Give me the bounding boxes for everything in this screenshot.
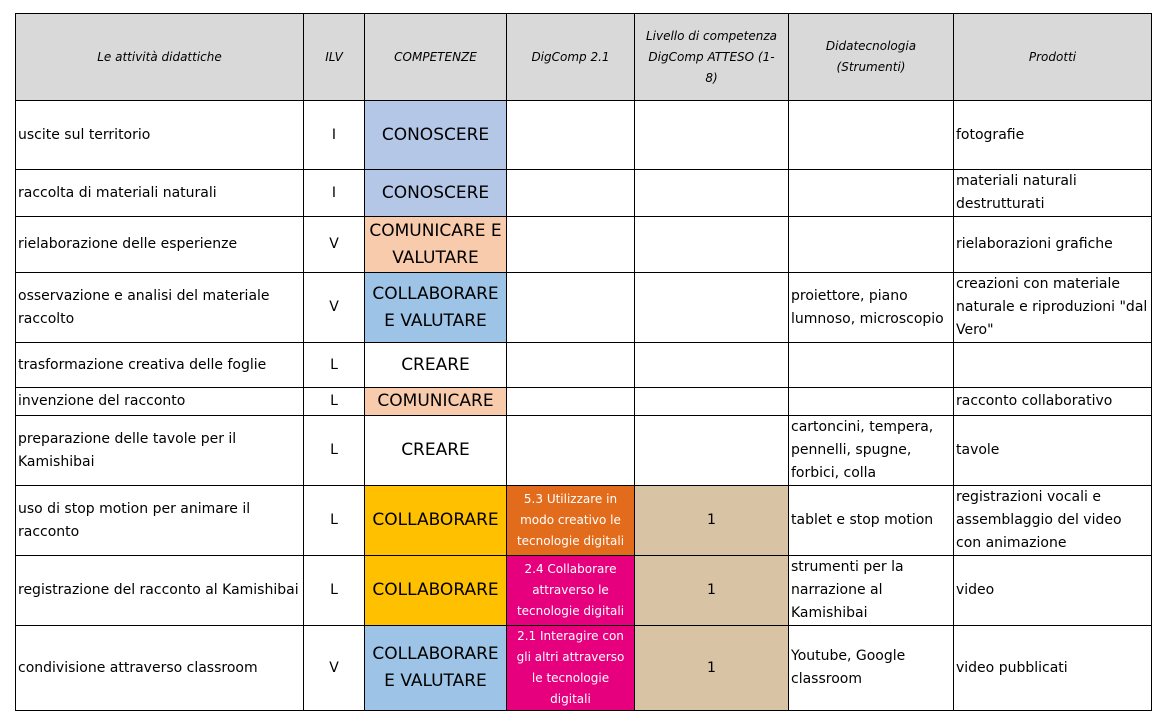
activity-cell: rielaborazione delle esperienze	[16, 217, 304, 273]
digcomp-cell: 5.3 Utilizzare in modo creativo le tecnologie digitali	[507, 486, 635, 556]
tools-cell	[789, 217, 954, 273]
header-digcomp: DigComp 2.1	[507, 14, 635, 101]
digcomp-cell: 2.1 Interagire con gli altri attraverso le tecnologie digitali	[507, 626, 635, 711]
products-cell: racconto collaborativo	[954, 388, 1152, 416]
products-cell: fotografie	[954, 101, 1152, 170]
competence-cell: COMUNICARE E VALUTARE	[365, 217, 507, 273]
tools-cell	[789, 101, 954, 170]
level-cell	[635, 416, 789, 486]
table-row	[16, 486, 1152, 556]
level-cell: 1	[635, 556, 789, 626]
tools-cell	[789, 388, 954, 416]
ilv-cell: I	[304, 170, 365, 217]
level-cell: 1	[635, 486, 789, 556]
header-products: Prodotti	[954, 14, 1152, 101]
products-cell: creazioni con materiale naturale e riproduzioni "dal Vero"	[954, 273, 1152, 343]
digcomp-cell: 2.4 Collaborare attraverso le tecnologie digitali	[507, 556, 635, 626]
activity-cell: invenzione del racconto	[16, 388, 304, 416]
ilv-cell: V	[304, 626, 365, 711]
activity-cell: condivisione attraverso classroom	[16, 626, 304, 711]
ilv-cell: L	[304, 343, 365, 388]
table-row	[16, 343, 1152, 388]
tools-cell	[789, 170, 954, 217]
activity-cell: osservazione e analisi del materiale raccolto	[16, 273, 304, 343]
competence-cell: COLLABORARE E VALUTARE	[365, 273, 507, 343]
table-row	[16, 626, 1152, 711]
products-cell: rielaborazioni grafiche	[954, 217, 1152, 273]
activity-cell: raccolta di materiali naturali	[16, 170, 304, 217]
table-row	[16, 273, 1152, 343]
competence-cell: COLLABORARE	[365, 486, 507, 556]
header-competences: COMPETENZE	[365, 14, 507, 101]
tools-cell: Youtube, Google classroom	[789, 626, 954, 711]
products-cell: materiali naturali destrutturati	[954, 170, 1152, 217]
header-ilv: ILV	[304, 14, 365, 101]
level-cell	[635, 101, 789, 170]
tools-cell	[789, 343, 954, 388]
table-row	[16, 416, 1152, 486]
level-cell	[635, 388, 789, 416]
table-row	[16, 170, 1152, 217]
table-row	[16, 101, 1152, 170]
ilv-cell: I	[304, 101, 365, 170]
products-cell: registrazioni vocali e assemblaggio del video con animazione	[954, 486, 1152, 556]
ilv-cell: V	[304, 217, 365, 273]
tools-cell: strumenti per la narrazione al Kamishibai	[789, 556, 954, 626]
competence-table	[15, 13, 1152, 711]
ilv-cell: L	[304, 486, 365, 556]
activity-cell: registrazione del racconto al Kamishibai	[16, 556, 304, 626]
digcomp-cell	[507, 101, 635, 170]
competence-cell: CONOSCERE	[365, 101, 507, 170]
activity-cell: preparazione delle tavole per il Kamishibai	[16, 416, 304, 486]
level-cell	[635, 343, 789, 388]
table-row	[16, 388, 1152, 416]
digcomp-cell	[507, 170, 635, 217]
digcomp-cell	[507, 416, 635, 486]
digcomp-cell	[507, 343, 635, 388]
level-cell	[635, 273, 789, 343]
table-row	[16, 217, 1152, 273]
competence-cell: CREARE	[365, 416, 507, 486]
digcomp-cell	[507, 388, 635, 416]
header-row	[16, 14, 1152, 101]
ilv-cell: L	[304, 388, 365, 416]
competence-cell: CONOSCERE	[365, 170, 507, 217]
tools-cell: proiettore, piano lumnoso, microscopio	[789, 273, 954, 343]
level-cell	[635, 217, 789, 273]
digcomp-cell	[507, 273, 635, 343]
ilv-cell: V	[304, 273, 365, 343]
products-cell: video	[954, 556, 1152, 626]
products-cell: tavole	[954, 416, 1152, 486]
digcomp-cell	[507, 217, 635, 273]
header-activities: Le attività didattiche	[16, 14, 304, 101]
ilv-cell: L	[304, 556, 365, 626]
tools-cell: tablet e stop motion	[789, 486, 954, 556]
products-cell	[954, 343, 1152, 388]
ilv-cell: L	[304, 416, 365, 486]
header-level: Livello di competenza DigComp ATTESO (1-8)	[635, 14, 789, 101]
competence-cell: CREARE	[365, 343, 507, 388]
products-cell: video pubblicati	[954, 626, 1152, 711]
table-row	[16, 556, 1152, 626]
competence-cell: COMUNICARE	[365, 388, 507, 416]
header-tools: Didatecnologia (Strumenti)	[789, 14, 954, 101]
activity-cell: uscite sul territorio	[16, 101, 304, 170]
competence-cell: COLLABORARE E VALUTARE	[365, 626, 507, 711]
competence-cell: COLLABORARE	[365, 556, 507, 626]
activity-cell: trasformazione creativa delle foglie	[16, 343, 304, 388]
tools-cell: cartoncini, tempera, pennelli, spugne, forbici, colla	[789, 416, 954, 486]
level-cell	[635, 170, 789, 217]
activity-cell: uso di stop motion per animare il racconto	[16, 486, 304, 556]
level-cell: 1	[635, 626, 789, 711]
